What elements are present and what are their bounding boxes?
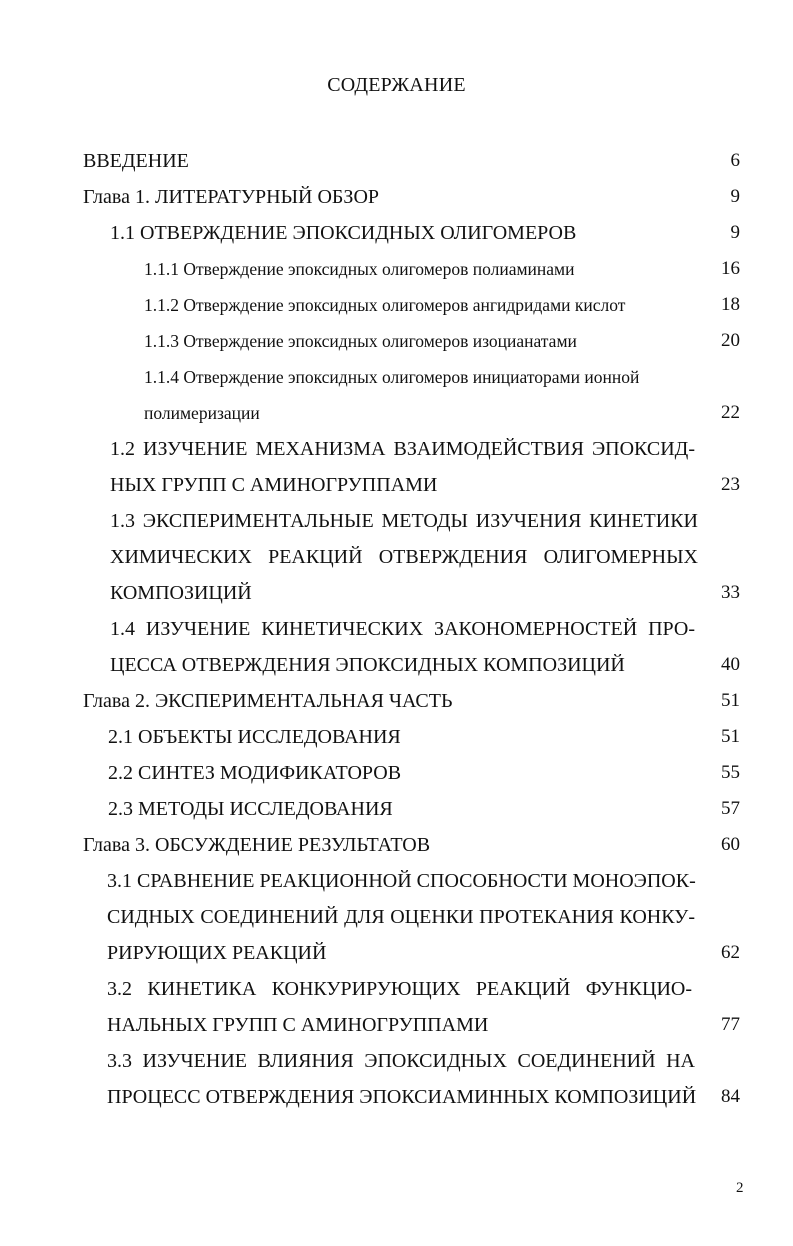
toc-page-number: 55 [721, 762, 740, 783]
toc-entry-3-1[interactable]: 3.1 СРАВНЕНИЕ РЕАКЦИОННОЙ СПОСОБНОСТИ МОНОЭПОК- [107, 870, 696, 892]
toc-page-number: 9 [730, 222, 740, 243]
toc-entry-2-2[interactable]: 2.2 СИНТЕЗ МОДИФИКАТОРОВ [108, 762, 402, 784]
toc-entry-1-2[interactable]: 1.2 ИЗУЧЕНИЕ МЕХАНИЗМА ВЗАИМОДЕЙСТВИЯ ЭПОКСИД- [110, 438, 695, 460]
toc-page-number: 40 [721, 654, 740, 675]
toc-entry-3-3-cont[interactable]: ПРОЦЕСС ОТВЕРЖДЕНИЯ ЭПОКСИАМИННЫХ КОМПОЗИЦИЙ [107, 1086, 697, 1108]
toc-entry-chapter-1[interactable]: Глава 1. ЛИТЕРАТУРНЫЙ ОБЗОР [83, 186, 380, 208]
toc-page-number: 51 [721, 726, 740, 747]
toc-entry-2-1[interactable]: 2.1 ОБЪЕКТЫ ИССЛЕДОВАНИЯ [108, 726, 401, 748]
toc-entry-1-3-cont[interactable]: ХИМИЧЕСКИХ РЕАКЦИЙ ОТВЕРЖДЕНИЯ ОЛИГОМЕРНЫХ [110, 546, 698, 568]
toc-page-number: 33 [721, 582, 740, 603]
toc-entry-3-1-cont[interactable]: РИРУЮЩИХ РЕАКЦИЙ [107, 942, 327, 964]
page-number: 2 [736, 1180, 744, 1196]
toc-entry-1-2-cont[interactable]: НЫХ ГРУПП С АМИНОГРУППАМИ [110, 474, 438, 496]
toc-page-number: 77 [721, 1014, 740, 1035]
toc-entry-1-1-4-cont[interactable]: полимеризации [144, 403, 260, 423]
toc-page-number: 22 [721, 402, 740, 423]
toc-page-number: 16 [721, 258, 740, 279]
toc-entry-3-2[interactable]: 3.2 КИНЕТИКА КОНКУРИРУЮЩИХ РЕАКЦИЙ ФУНКЦИО- [107, 978, 692, 1000]
toc-entry-1-1-1[interactable]: 1.1.1 Отверждение эпоксидных олигомеров полиаминами [144, 259, 575, 279]
toc-entry-intro[interactable]: ВВЕДЕНИЕ [83, 150, 189, 172]
toc-entry-1-1-2[interactable]: 1.1.2 Отверждение эпоксидных олигомеров ангидридами кислот [144, 295, 626, 315]
toc-entry-2-3[interactable]: 2.3 МЕТОДЫ ИССЛЕДОВАНИЯ [108, 798, 393, 820]
toc-page-number: 18 [721, 294, 740, 315]
toc-page-number: 57 [721, 798, 740, 819]
toc-entry-1-1[interactable]: 1.1 ОТВЕРЖДЕНИЕ ЭПОКСИДНЫХ ОЛИГОМЕРОВ [110, 222, 577, 244]
toc-entry-3-2-cont[interactable]: НАЛЬНЫХ ГРУПП С АМИНОГРУППАМИ [107, 1014, 489, 1036]
toc-page-number: 20 [721, 330, 740, 351]
toc-page-number: 62 [721, 942, 740, 963]
toc-entry-3-1-cont[interactable]: СИДНЫХ СОЕДИНЕНИЙ ДЛЯ ОЦЕНКИ ПРОТЕКАНИЯ КОНКУ- [107, 906, 695, 928]
toc-entry-1-3[interactable]: 1.3 ЭКСПЕРИМЕНТАЛЬНЫЕ МЕТОДЫ ИЗУЧЕНИЯ КИНЕТИКИ [110, 510, 698, 532]
toc-page-number: 84 [721, 1086, 740, 1107]
toc-page-number: 51 [721, 690, 740, 711]
toc-entry-1-3-cont[interactable]: КОМПОЗИЦИЙ [110, 582, 252, 604]
toc-page-number: 23 [721, 474, 740, 495]
toc-page-number: 9 [730, 186, 740, 207]
toc-entry-1-4-cont[interactable]: ЦЕССА ОТВЕРЖДЕНИЯ ЭПОКСИДНЫХ КОМПОЗИЦИЙ [110, 654, 625, 676]
toc-page-number: 60 [721, 834, 740, 855]
toc-entry-chapter-3[interactable]: Глава 3. ОБСУЖДЕНИЕ РЕЗУЛЬТАТОВ [83, 834, 431, 856]
toc-page-number: 6 [730, 150, 740, 171]
toc-entry-3-3[interactable]: 3.3 ИЗУЧЕНИЕ ВЛИЯНИЯ ЭПОКСИДНЫХ СОЕДИНЕНИЙ НА [107, 1050, 695, 1072]
toc-entry-1-1-3[interactable]: 1.1.3 Отверждение эпоксидных олигомеров изоцианатами [144, 331, 577, 351]
page-title: СОДЕРЖАНИЕ [327, 74, 466, 96]
toc-entry-1-1-4[interactable]: 1.1.4 Отверждение эпоксидных олигомеров инициаторами ионной [144, 367, 640, 387]
toc-entry-chapter-2[interactable]: Глава 2. ЭКСПЕРИМЕНТАЛЬНАЯ ЧАСТЬ [83, 690, 453, 712]
toc-entry-1-4[interactable]: 1.4 ИЗУЧЕНИЕ КИНЕТИЧЕСКИХ ЗАКОНОМЕРНОСТЕЙ ПРО- [110, 618, 695, 640]
